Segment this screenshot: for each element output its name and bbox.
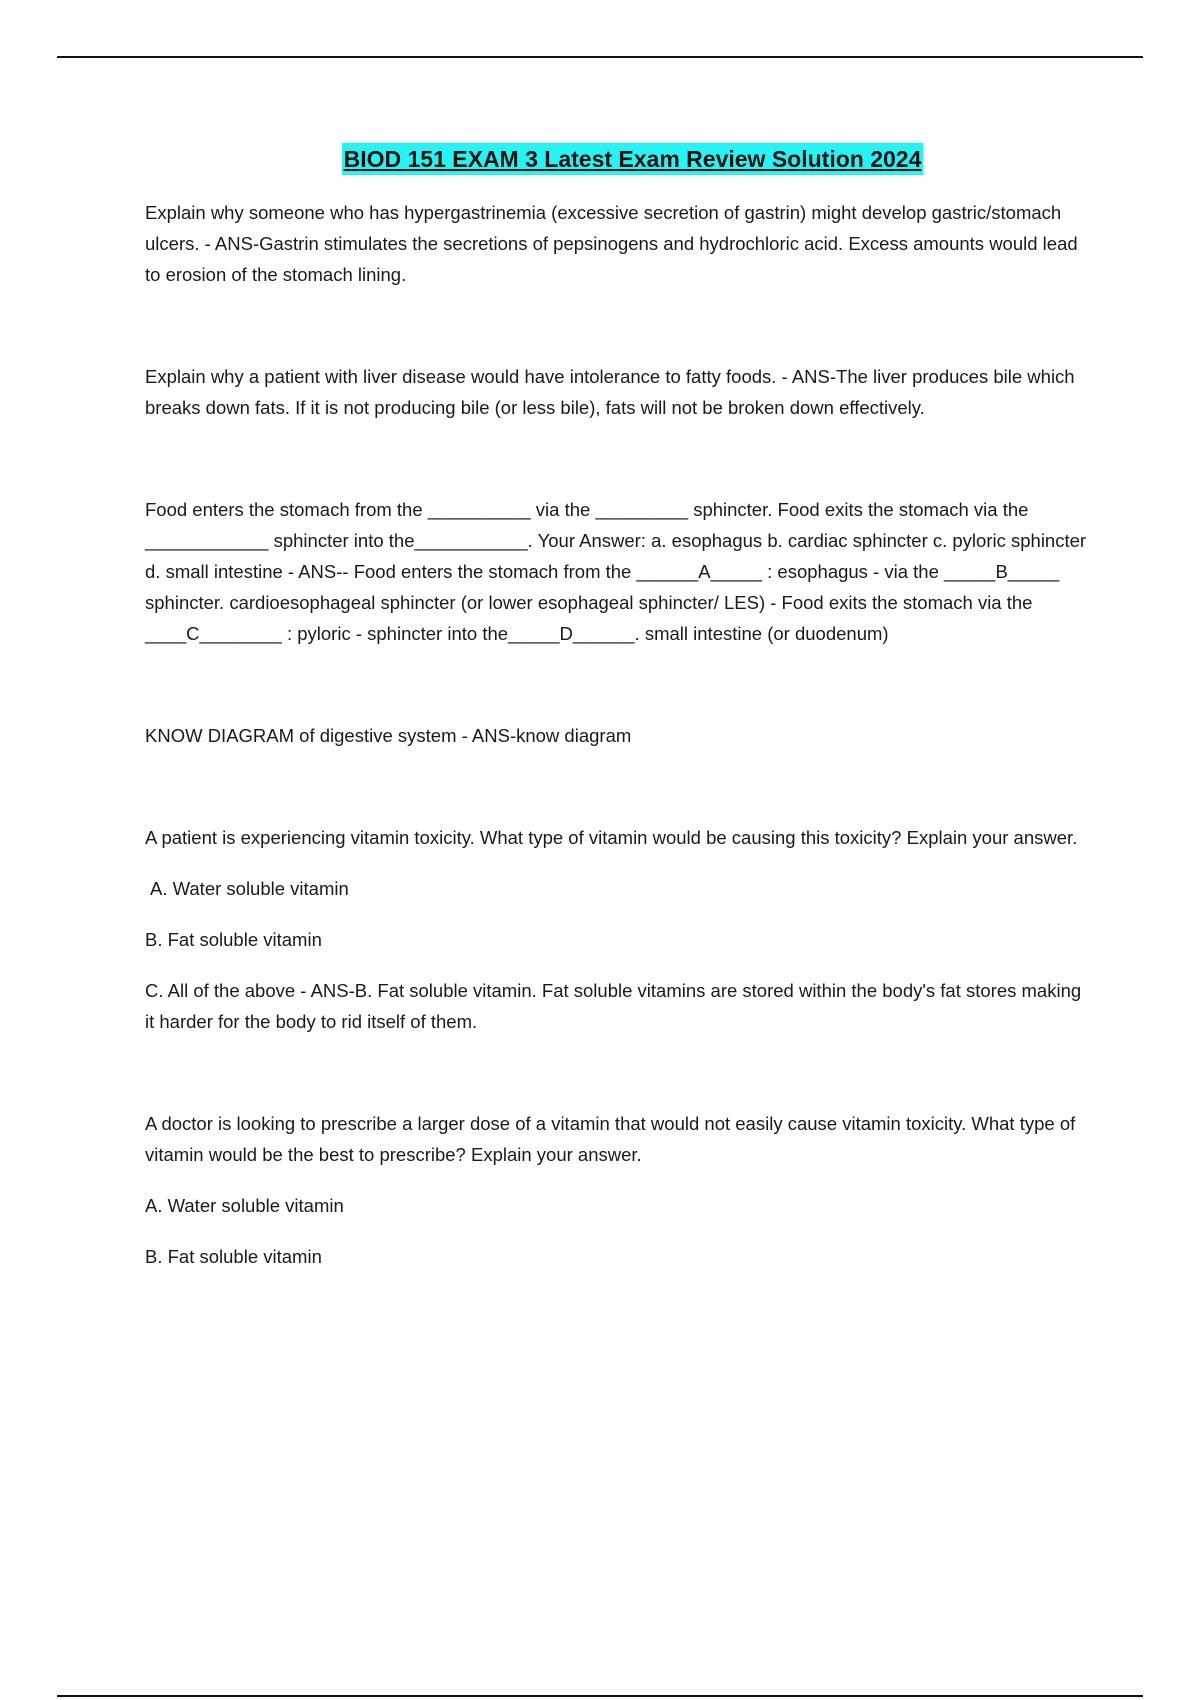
question-digestive-diagram: KNOW DIAGRAM of digestive system - ANS-know diagram	[145, 725, 632, 746]
question-liver-disease: Explain why a patient with liver disease would have intolerance to fatty foods. - ANS-The liver produces bile which breaks down fats. If it is not producing bile (or less bile), fats will not be broken down effectively.	[145, 366, 1075, 418]
question-vitamin-toxicity: A patient is experiencing vitamin toxicity. What type of vitamin would be causing this toxicity? Explain your answer.	[145, 827, 1078, 848]
option-b: B. Fat soluble vitamin	[145, 929, 322, 950]
document-title: BIOD 151 EXAM 3 Latest Exam Review Solution 2024	[342, 143, 924, 175]
question-vitamin-prescribe: A doctor is looking to prescribe a larger dose of a vitamin that would not easily cause vitamin toxicity. What type of vitamin would be the best to prescribe? Explain your answer.	[145, 1113, 1076, 1165]
question-hypergastrinemia: Explain why someone who has hypergastrinemia (excessive secretion of gastrin) might develop gastric/stomach ulcers. - ANS-Gastrin stimulates the secretions of pepsinogens and hydrochloric acid. Excess amounts would lead to erosion of the stomach lining.	[145, 202, 1078, 285]
document-body	[145, 143, 1090, 1272]
option-b: B. Fat soluble vitamin	[145, 1246, 322, 1267]
top-divider	[57, 56, 1143, 58]
question-stomach-sphincters: Food enters the stomach from the __________ via the _________ sphincter. Food exits the stomach via the ____________ sphincter into the___________. Your Answer: a. esophagus b. cardiac sphincter c. pyloric sphincter d. small intestine - ANS-- Food enters the stomach from the ______A_____ : esophagus - via the _____B_____ sphincter. cardioesophageal sphincter (or lower esophageal sphincter/ LES) - Food exits the stomach via the ____C________ : pyloric - sphincter into the_____D______. small intestine (or duodenum)	[145, 499, 1087, 644]
option-a: A. Water soluble vitamin	[145, 1195, 344, 1216]
option-a: A. Water soluble vitamin	[150, 878, 349, 899]
title-block	[145, 143, 1090, 175]
option-c-answer: C. All of the above - ANS-B. Fat soluble vitamin. Fat soluble vitamins are stored within the body's fat stores making it harder for the body to rid itself of them.	[145, 980, 1082, 1032]
bottom-divider	[57, 1695, 1143, 1697]
